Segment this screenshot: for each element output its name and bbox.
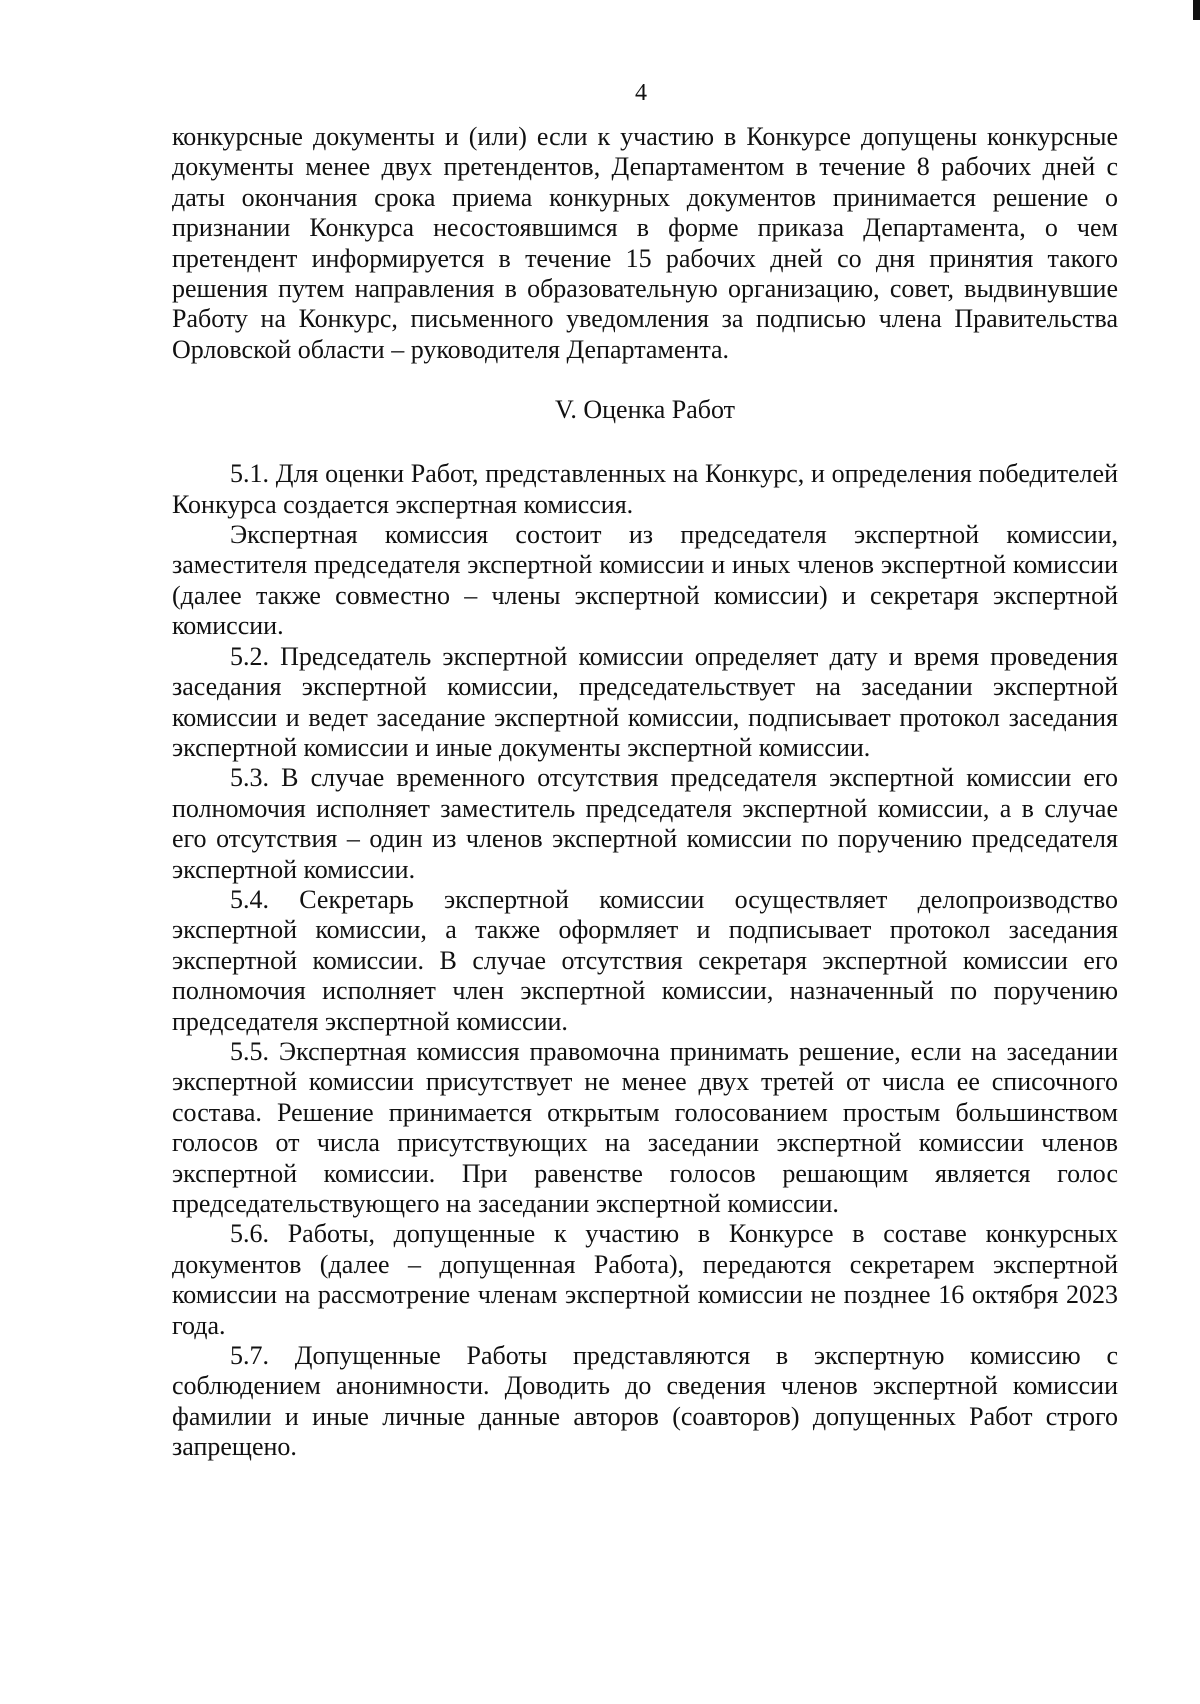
document-body (172, 122, 1118, 1463)
paragraph-commission-composition: Экспертная комиссия состоит из председателя экспертной комиссии, заместителя председателя экспертной комиссии и иных членов экспертной комиссии (далее также совместно – члены экспертной комиссии) и секретаря экспертной комиссии. (172, 520, 1118, 641)
page-number: 4 (635, 80, 647, 106)
scan-edge-mark (1193, 0, 1200, 20)
paragraph-continuation: конкурсные документы и (или) если к участию в Конкурсе допущены конкурсные документы менее двух претендентов, Департаментом в течение 8 рабочих дней с даты окончания срока приема конкурных документов принимается решение о признании Конкурса несостоявшимся в форме приказа Департамента, о чем претендент информируется в течение 15 рабочих дней со дня принятия такого решения путем направления в образовательную организацию, совет, выдвинувшие Работу на Конкурс, письменного уведомления за подписью члена Правительства Орловской области – руководителя Департамента. (172, 122, 1118, 364)
paragraph-5-2: 5.2. Председатель экспертной комиссии определяет дату и время проведения заседания экспертной комиссии, председательствует на заседании экспертной комиссии и ведет заседание экспертной комиссии, подписывает протокол заседания экспертной комиссии и иные документы экспертной комиссии. (172, 641, 1118, 762)
paragraph-5-4: 5.4. Секретарь экспертной комиссии осуществляет делопроизводство экспертной комиссии, а также оформляет и подписывает протокол заседания экспертной комиссии. В случае отсутствия секретаря экспертной комиссии его полномочия исполняет член экспертной комиссии, назначенный по поручению председателя экспертной комиссии. (172, 884, 1118, 1036)
paragraph-5-5: 5.5. Экспертная комиссия правомочна принимать решение, если на заседании экспертной комиссии присутствует не менее двух третей от числа ее списочного состава. Решение принимается открытым голосованием простым большинством голосов от числа присутствующих на заседании экспертной комиссии членов экспертной комиссии. При равенстве голосов решающим является голос председательствующего на заседании экспертной комиссии. (172, 1036, 1118, 1218)
paragraph-5-3: 5.3. В случае временного отсутствия председателя экспертной комиссии его полномочия исполняет заместитель председателя экспертной комиссии, а в случае его отсутствия – один из членов экспертной комиссии по поручению председателя экспертной комиссии. (172, 763, 1118, 884)
paragraph-5-1: 5.1. Для оценки Работ, представленных на Конкурс, и определения победителей Конкурса создается экспертная комиссия. (172, 459, 1118, 519)
section-heading: V. Оценка Работ (554, 395, 736, 425)
paragraph-5-6: 5.6. Работы, допущенные к участию в Конкурсе в составе конкурсных документов (далее – допущенная Работа), передаются секретарем экспертной комиссии на рассмотрение членам экспертной комиссии не позднее 16 октября 2023 года. (172, 1219, 1118, 1340)
paragraph-5-7: 5.7. Допущенные Работы представляются в экспертную комиссию с соблюдением анонимности. Доводить до сведения членов экспертной комиссии фамилии и иные личные данные авторов (соавторов) допущенных Работ строго запрещено. (172, 1341, 1118, 1462)
